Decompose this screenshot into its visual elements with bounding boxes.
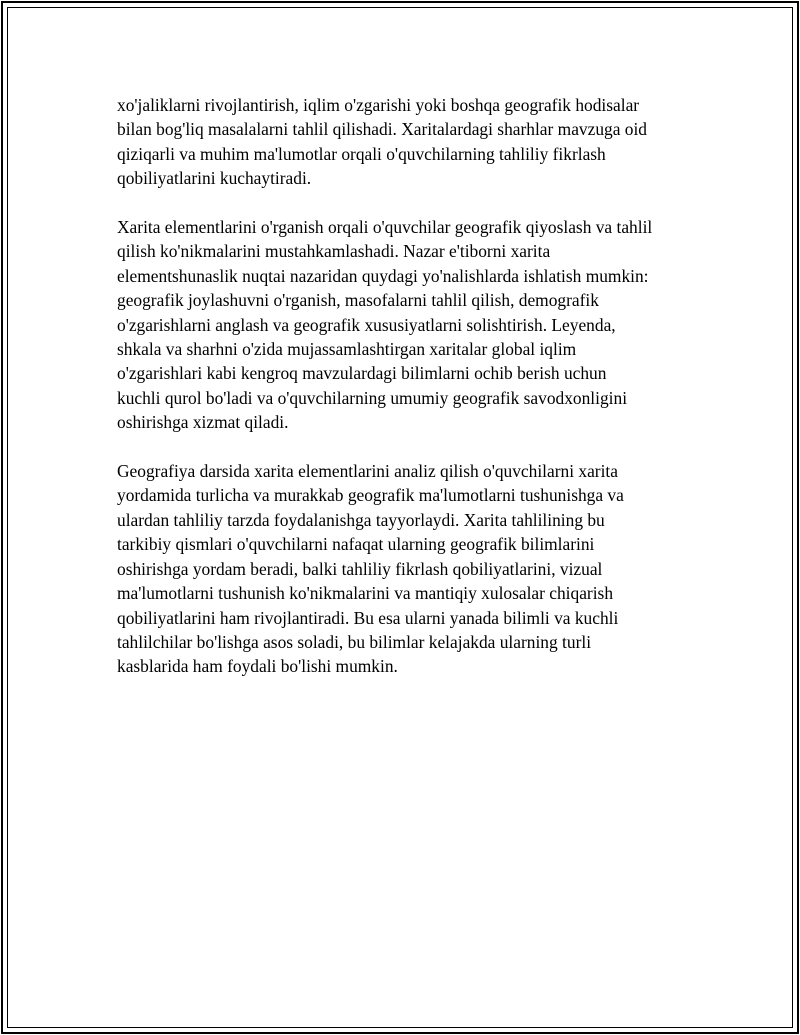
paragraph-2: Xarita elementlarini o'rganish orqali o'quvchilar geografik qiyoslash va tahlil qilish ko'nikmalarini mustahkamlashadi. Nazar e'tiborni xarita elementshunaslik nuqtai nazaridan quydagi yo'nalishlarda ishlatish mumkin: geografik joylashuvni o'rganish, masofalarni tahlil qilish, demografik o'zgarishlarni anglash va geografik xususiyatlarni solishtirish. Leyenda, shkala va sharhni o'zida mujassamlashtirgan xaritalar global iqlim o'zgarishlari kabi kengroq mavzulardagi bilimlarni ochib berish uchun kuchli qurol bo'ladi va o'quvchilarning umumiy geografik savodxonligini oshirishga xizmat qiladi. [117, 217, 653, 433]
paragraph-1: xo'jaliklarni rivojlantirish, iqlim o'zgarishi yoki boshqa geografik hodisalar bilan bog'liq masalalarni tahlil qilishadi. Xaritalardagi sharhlar mavzuga oid qiziqarli va muhim ma'lumotlar orqali o'quvchilarning tahliliy fikrlash qobiliyatlarini kuchaytiradi. [117, 95, 648, 189]
document-body [117, 93, 699, 703]
paragraph-3: Geografiya darsida xarita elementlarini analiz qilish o'quvchilarni xarita yordamida turlicha va murakkab geografik ma'lumotlarni tushunishga va ulardan tahliliy tarzda foydalanishga tayyorlaydi. Xarita tahlilining bu tarkibiy qismlari o'quvchilarni nafaqat ularning geografik bilimlarini oshirishga yordam beradi, balki tahliliy fikrlash qobiliyatlarini, vizual ma'lumotlarni tushunish ko'nikmalarini va mantiqiy xulosalar chiqarish qobiliyatlarini ham rivojlantiradi. Bu esa ularni yanada bilimli va kuchli tahlilchilar bo'lishga asos soladi, bu bilimlar kelajakda ularning turli kasblarida ham foydali bo'lishi mumkin. [117, 461, 624, 677]
